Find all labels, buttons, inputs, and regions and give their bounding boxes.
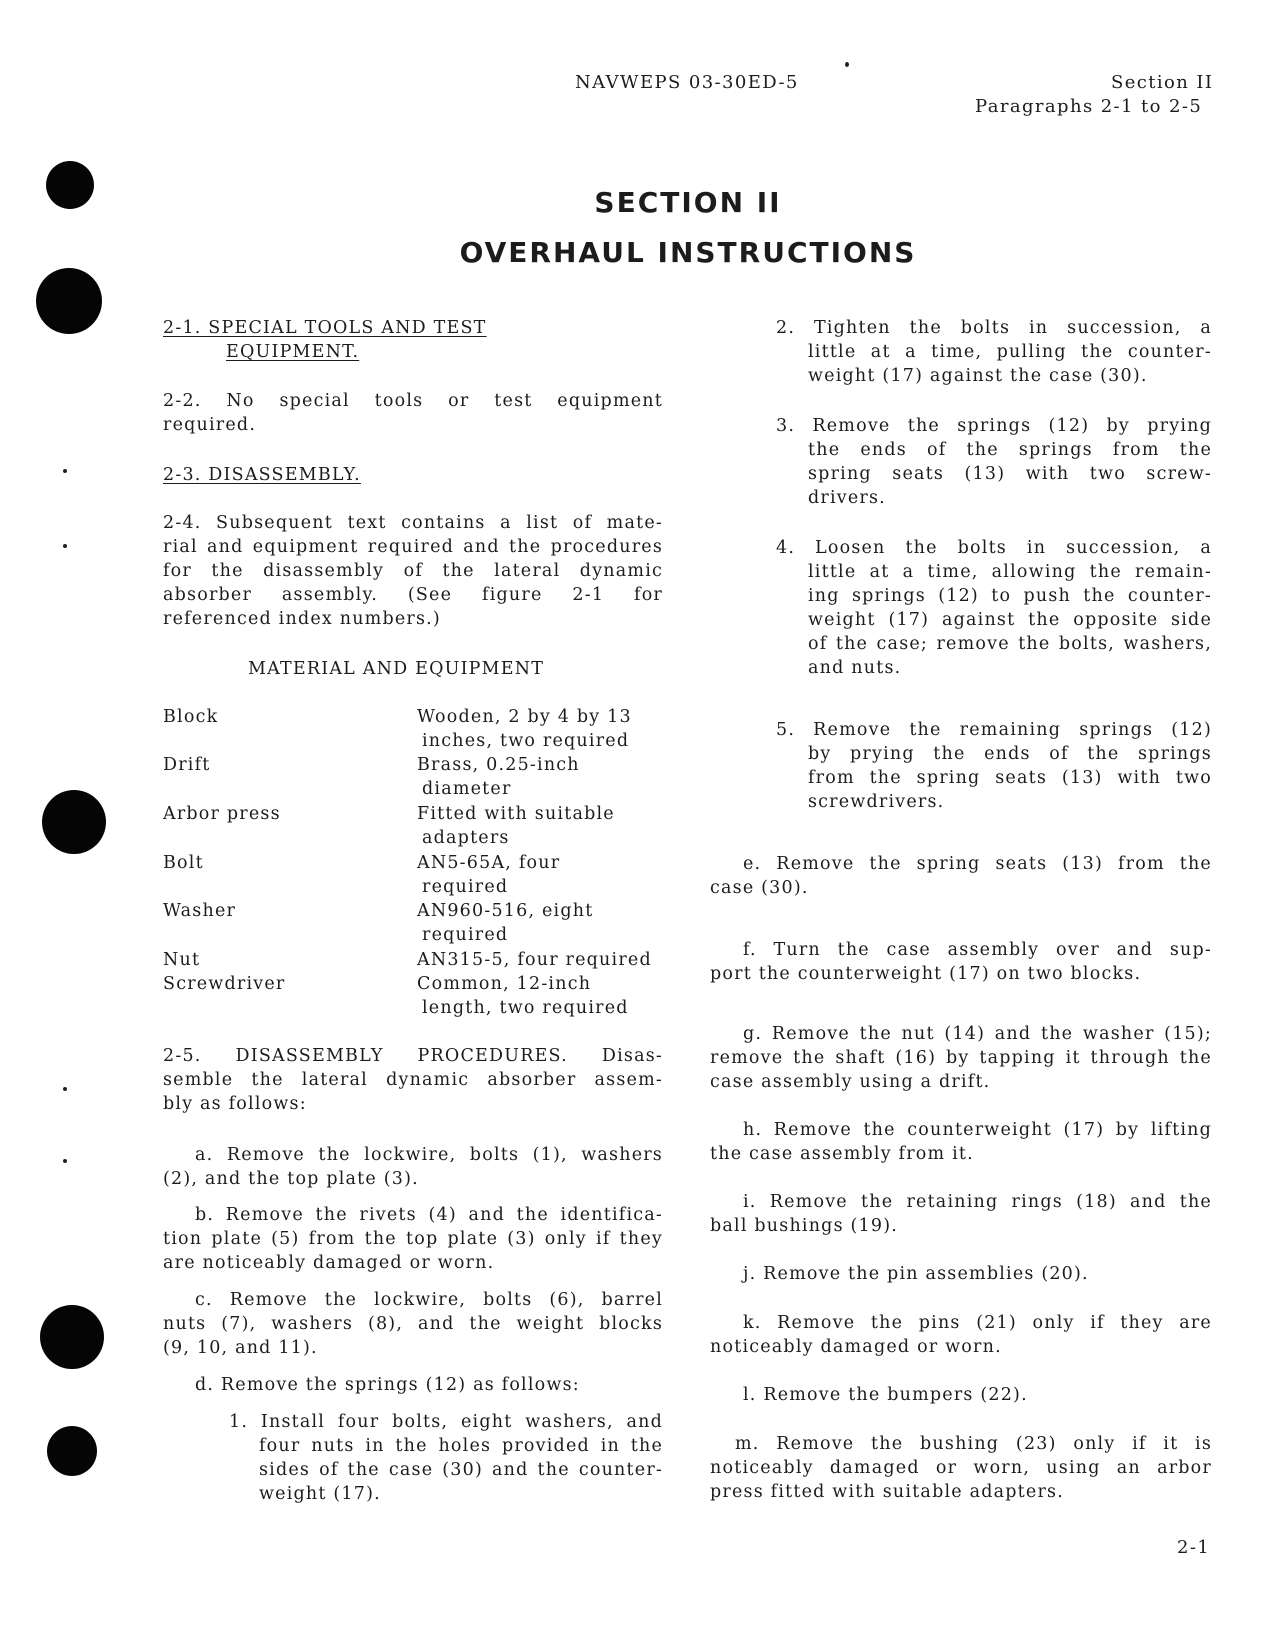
material-desc: Brass, 0.25-inch <box>417 755 580 775</box>
step-c-line: (9, 10, and 11). <box>163 1338 318 1358</box>
step-m-line: noticeably damaged or worn, using an arbor <box>710 1458 1212 1478</box>
material-desc: diameter <box>422 779 512 799</box>
step-d1-line: sides of the case (30) and the counter- <box>259 1460 663 1480</box>
step-d2-line: weight (17) against the case (30). <box>808 366 1148 386</box>
material-heading: MATERIAL AND EQUIPMENT <box>248 659 545 679</box>
step-f-line: f. Turn the case assembly over and sup- <box>743 940 1212 960</box>
material-desc: Fitted with suitable <box>417 804 615 824</box>
section-heading: SECTION II <box>594 186 782 219</box>
material-desc: Common, 12-inch <box>417 974 592 994</box>
material-item: Bolt <box>163 853 204 873</box>
step-h-line: the case assembly from it. <box>710 1144 974 1164</box>
step-a-line: (2), and the top plate (3). <box>163 1169 419 1189</box>
step-e-line: e. Remove the spring seats (13) from the <box>743 854 1212 874</box>
step-m-line: m. Remove the bushing (23) only if it is <box>735 1434 1212 1454</box>
step-d5-line: 5. Remove the remaining springs (12) <box>776 720 1212 740</box>
step-d3-line: drivers. <box>808 488 886 508</box>
step-d4-line: little at a time, allowing the remain- <box>808 562 1212 582</box>
material-desc: inches, two required <box>422 731 630 751</box>
step-d2-line: little at a time, pulling the counter- <box>808 342 1212 362</box>
scan-speck <box>63 1159 67 1163</box>
step-d: d. Remove the springs (12) as follows: <box>195 1375 580 1395</box>
step-a-line: a. Remove the lockwire, bolts (1), washers <box>195 1145 663 1165</box>
material-item: Nut <box>163 950 201 970</box>
page-number: 2-1 <box>1177 1537 1211 1558</box>
step-d1-line: 1. Install four bolts, eight washers, and <box>229 1412 663 1432</box>
para-2-4-line: 2-4. Subsequent text contains a list of mate- <box>163 513 663 533</box>
step-d3-line: 3. Remove the springs (12) by prying <box>776 416 1212 436</box>
binder-hole <box>36 268 102 334</box>
step-d1-line: weight (17). <box>259 1484 381 1504</box>
binder-hole <box>42 790 106 854</box>
step-j: j. Remove the pin assemblies (20). <box>743 1264 1089 1284</box>
para-2-4-line: rial and equipment required and the procedures <box>163 537 663 557</box>
section-label: Section II <box>1111 72 1214 93</box>
step-d3-line: the ends of the springs from the <box>808 440 1212 460</box>
material-item: Screwdriver <box>163 974 286 994</box>
para-2-5-line: bly as follows: <box>163 1094 307 1114</box>
step-d5-line: from the spring seats (13) with two <box>808 768 1212 788</box>
paragraph-range: Paragraphs 2-1 to 2-5 <box>975 96 1203 117</box>
step-g-line: g. Remove the nut (14) and the washer (15); <box>743 1024 1212 1044</box>
material-item: Block <box>163 707 219 727</box>
step-d4-line: ing springs (12) to push the counter- <box>808 586 1212 606</box>
step-k-line: noticeably damaged or worn. <box>710 1337 1002 1357</box>
para-2-1-heading-cont: EQUIPMENT. <box>226 342 360 362</box>
para-2-5-line: semble the lateral dynamic absorber assem- <box>163 1070 663 1090</box>
step-h-line: h. Remove the counterweight (17) by lifting <box>743 1120 1212 1140</box>
step-d5-line: by prying the ends of the springs <box>808 744 1212 764</box>
para-2-3-heading: 2-3. DISASSEMBLY. <box>163 465 361 485</box>
step-g-line: remove the shaft (16) by tapping it through the <box>710 1048 1212 1068</box>
step-d4-line: and nuts. <box>808 658 902 678</box>
material-item: Drift <box>163 755 211 775</box>
binder-hole <box>40 1305 104 1369</box>
material-desc: Wooden, 2 by 4 by 13 <box>417 707 632 727</box>
material-desc: AN315-5, four required <box>417 950 652 970</box>
step-b-line: b. Remove the rivets (4) and the identifica- <box>195 1205 663 1225</box>
para-2-2: 2-2. No special tools or test equipment <box>163 391 663 411</box>
step-i-line: ball bushings (19). <box>710 1216 899 1236</box>
step-i-line: i. Remove the retaining rings (18) and the <box>743 1192 1212 1212</box>
step-k-line: k. Remove the pins (21) only if they are <box>743 1313 1212 1333</box>
step-g-line: case assembly using a drift. <box>710 1072 991 1092</box>
para-2-4-line: for the disassembly of the lateral dynamic <box>163 561 663 581</box>
para-2-2-cont: required. <box>163 415 257 435</box>
binder-hole <box>47 1426 97 1476</box>
step-m-line: press fitted with suitable adapters. <box>710 1482 1064 1502</box>
step-e-line: case (30). <box>710 878 809 898</box>
section-subtitle: OVERHAUL INSTRUCTIONS <box>459 236 917 269</box>
para-2-5-line: 2-5. DISASSEMBLY PROCEDURES. Disas- <box>163 1046 663 1066</box>
para-2-4-line: absorber assembly. (See figure 2-1 for <box>163 585 663 605</box>
material-desc: AN960-516, eight <box>417 901 594 921</box>
step-l: l. Remove the bumpers (22). <box>743 1385 1028 1405</box>
step-d4-line: weight (17) against the opposite side <box>808 610 1212 630</box>
step-d4-line: 4. Loosen the bolts in succession, a <box>776 538 1212 558</box>
step-d3-line: spring seats (13) with two screw- <box>808 464 1212 484</box>
scan-speck <box>845 62 849 67</box>
material-item: Washer <box>163 901 237 921</box>
step-d1-line: four nuts in the holes provided in the <box>259 1436 663 1456</box>
material-desc: AN5-65A, four <box>417 853 561 873</box>
step-c-line: nuts (7), washers (8), and the weight blocks <box>163 1314 663 1334</box>
step-b-line: tion plate (5) from the top plate (3) only if they <box>163 1229 663 1249</box>
material-item: Arbor press <box>163 804 281 824</box>
material-desc: length, two required <box>422 998 629 1018</box>
step-c-line: c. Remove the lockwire, bolts (6), barrel <box>195 1290 663 1310</box>
scan-speck <box>63 1087 67 1091</box>
para-2-4-line: referenced index numbers.) <box>163 609 441 629</box>
material-desc: adapters <box>422 828 510 848</box>
doc-number: NAVWEPS 03-30ED-5 <box>575 72 799 93</box>
material-desc: required <box>422 877 509 897</box>
step-b-line: are noticeably damaged or worn. <box>163 1253 495 1273</box>
step-d2-line: 2. Tighten the bolts in succession, a <box>776 318 1212 338</box>
step-d4-line: of the case; remove the bolts, washers, <box>808 634 1212 654</box>
step-d5-line: screwdrivers. <box>808 792 945 812</box>
para-2-1-heading: 2-1. SPECIAL TOOLS AND TEST <box>163 318 487 338</box>
step-f-line: port the counterweight (17) on two blocks. <box>710 964 1142 984</box>
scan-speck <box>63 469 67 473</box>
material-desc: required <box>422 925 509 945</box>
scan-speck <box>63 544 67 548</box>
